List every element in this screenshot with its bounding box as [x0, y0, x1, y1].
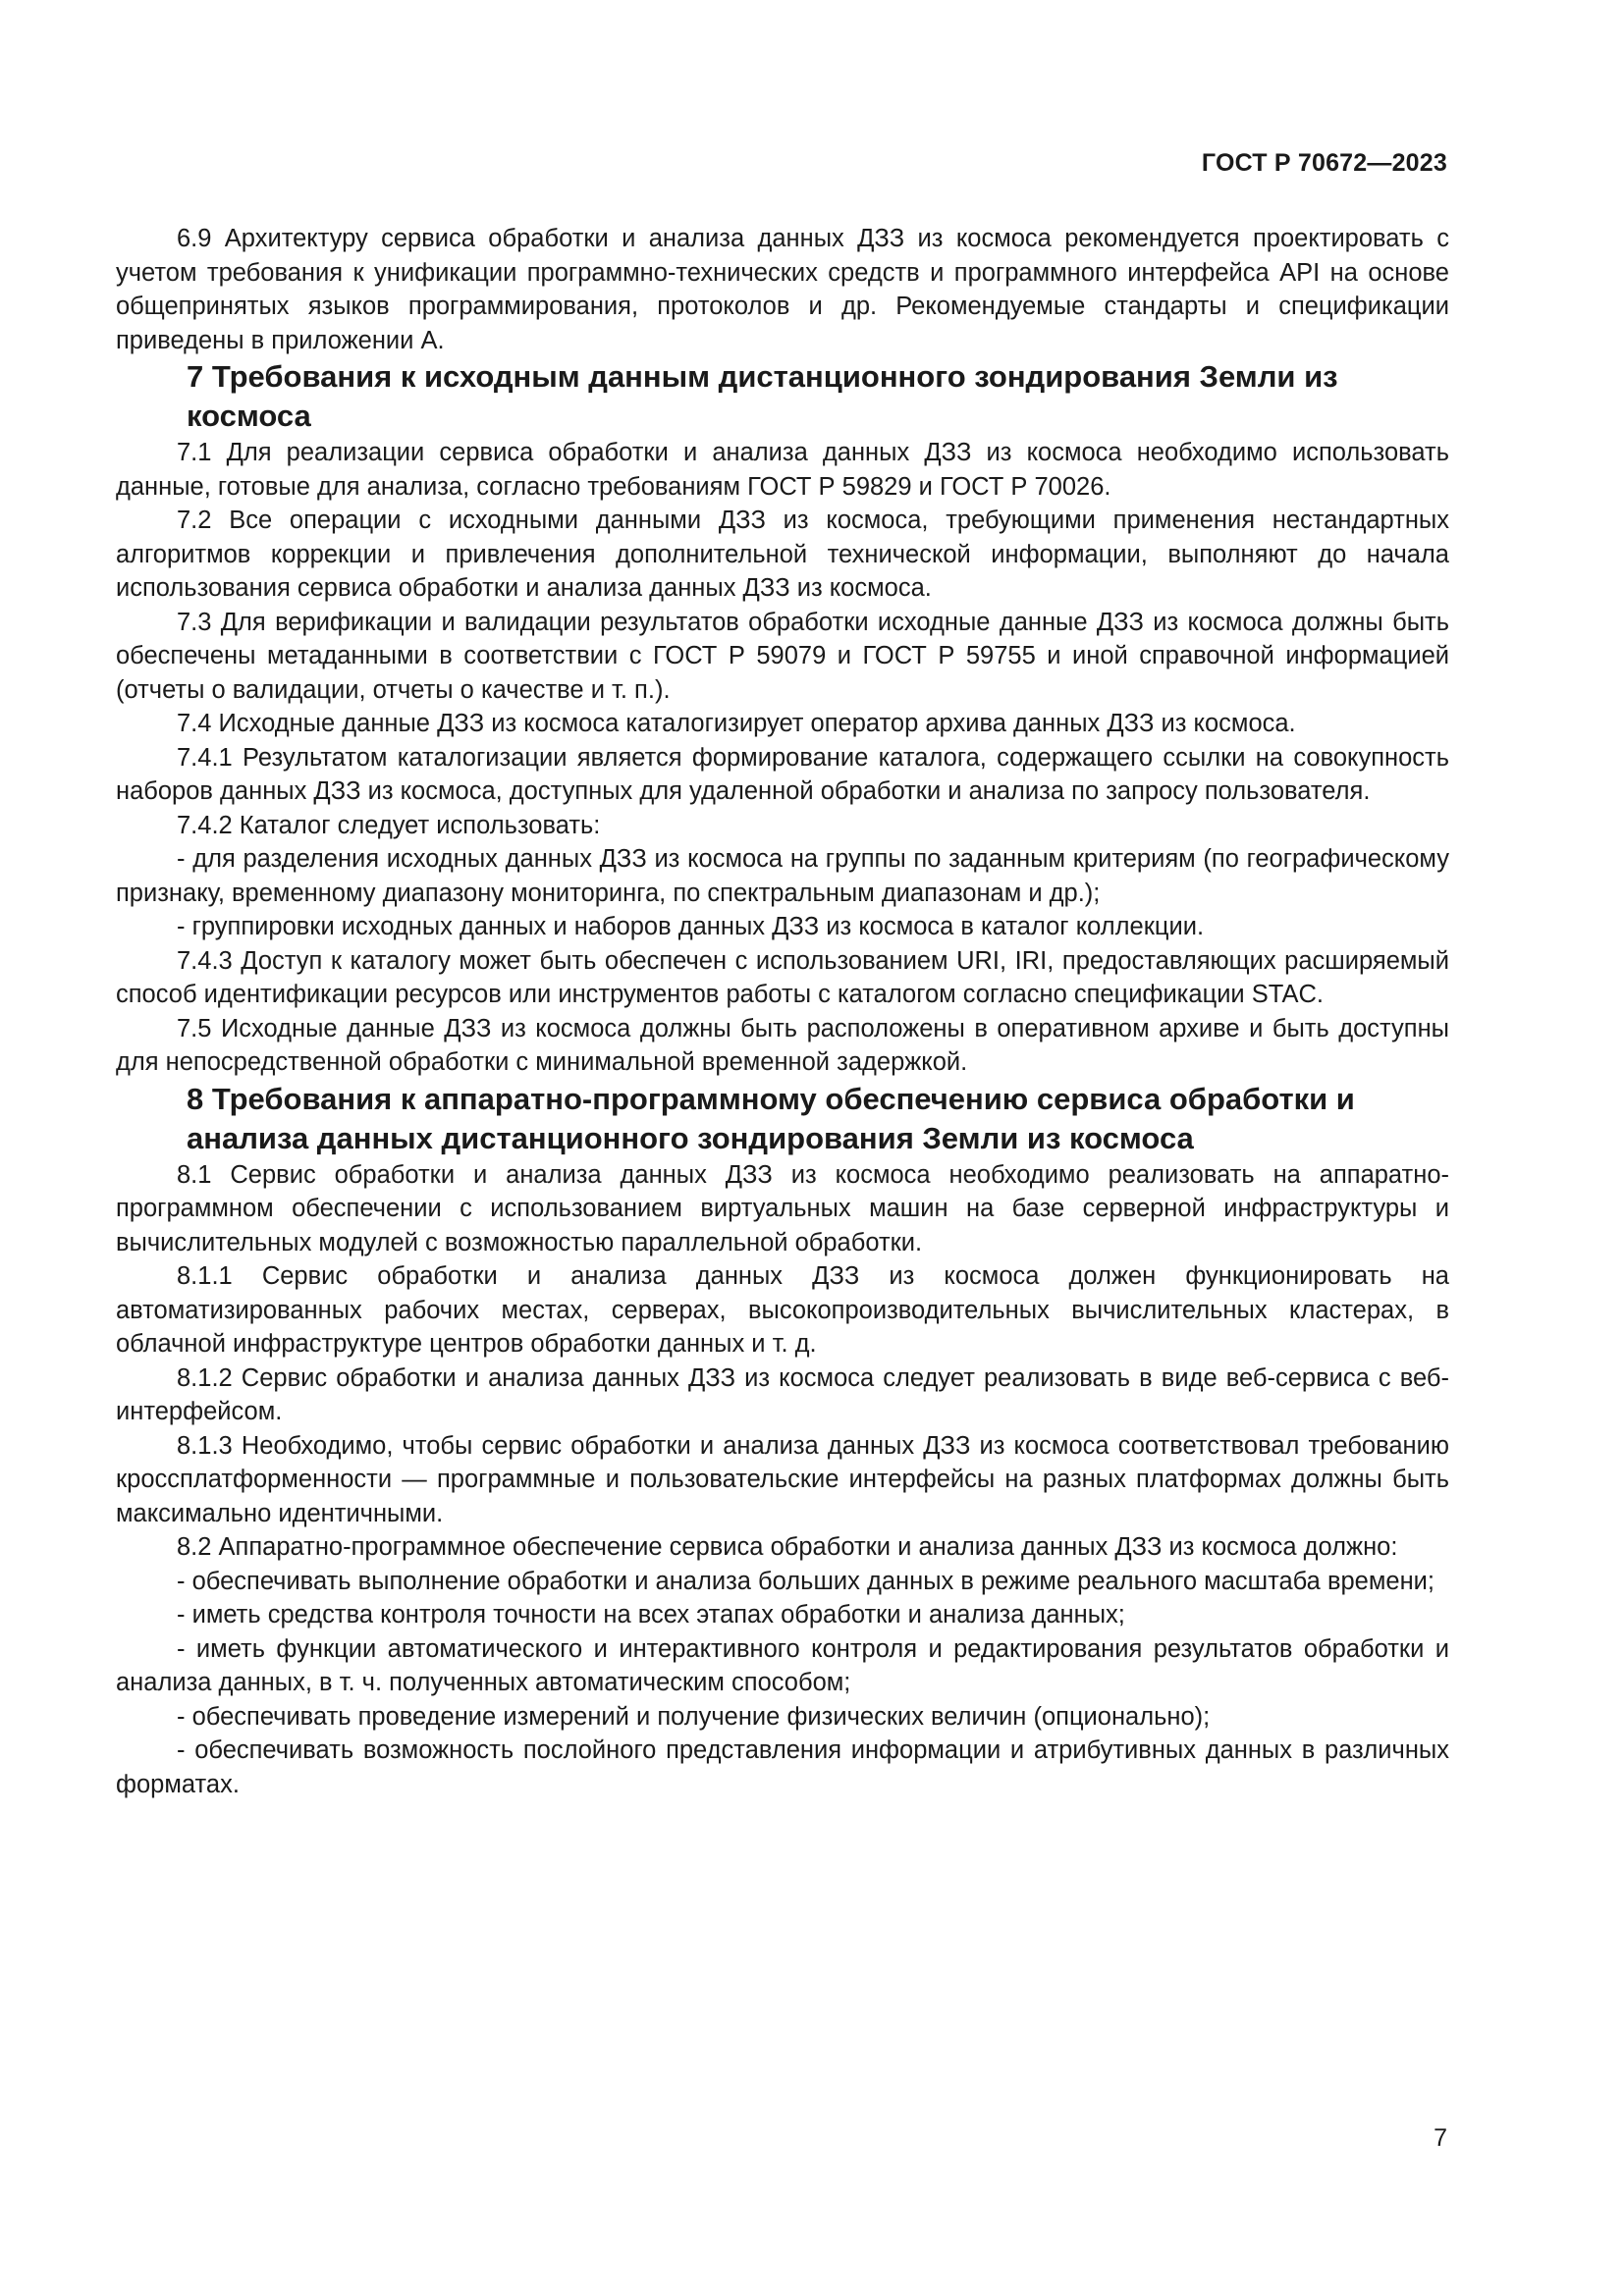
list-item: - обеспечивать проведение измерений и получение физических величин (опционально); [177, 1702, 1211, 1731]
list-item: - группировки исходных данных и наборов данных ДЗЗ из космоса в каталог коллекции. [177, 913, 1205, 940]
paragraph-7-4-2: 7.4.2 Каталог следует использовать: [177, 811, 601, 839]
paragraph-8-1-1: 8.1.1 Сервис обработки и анализа данных ДЗЗ из космоса должен функционировать на автоматизированных рабочих местах, серверах, высокопроизводительных вычислительных кластерах, в облачной инфраструктуре центров обработки данных и т. д. [116, 1262, 1449, 1358]
paragraph-7-1: 7.1 Для реализации сервиса обработки и анализа данных ДЗЗ из космоса необходимо использовать данные, готовые для анализа, согласно требованиям ГОСТ Р 59829 и ГОСТ Р 70026. [116, 439, 1449, 501]
page-number: 7 [1434, 2124, 1447, 2152]
list-item: - обеспечивать выполнение обработки и анализа больших данных в режиме реального масштаба времени; [177, 1567, 1435, 1595]
paragraph-7-5: 7.5 Исходные данные ДЗЗ из космоса должны быть расположены в оперативном архиве и быть доступны для непосредственной обработки с минимальной временной задержкой. [116, 1014, 1449, 1076]
paragraph-7-4: 7.4 Исходные данные ДЗЗ из космоса каталогизирует оператор архива данных ДЗЗ из космоса. [177, 710, 1296, 737]
paragraph-8-2: 8.2 Аппаратно-программное обеспечение сервиса обработки и анализа данных ДЗЗ из космоса должно: [177, 1533, 1398, 1561]
paragraph-7-3: 7.3 Для верификации и валидации результатов обработки исходные данные ДЗЗ из космоса должны быть обеспечены метаданными в соответствии с ГОСТ Р 59079 и ГОСТ Р 59755 и иной справочной информацией (отчеты о валидации, отчеты о качестве и т. п.). [116, 608, 1449, 704]
paragraph-8-1: 8.1 Сервис обработки и анализа данных ДЗЗ из космоса необходимо реализовать на аппаратно-программном обеспечении с использованием виртуальных машин на базе серверной инфраструктуры и вычислительных модулей с возможностью параллельной обработки. [116, 1160, 1449, 1256]
section-7-heading: 7 Требования к исходным данным дистанционного зондирования Земли из космоса [187, 359, 1338, 433]
paragraph-6-9: 6.9 Архитектуру сервиса обработки и анализа данных ДЗЗ из космоса рекомендуется проектировать с учетом требования к унификации программно-технических средств и программного интерфейса API на основе общепринятых языков программирования, протоколов и др. Рекомендуемые стандарты и спецификации приведены в приложении А. [116, 225, 1449, 354]
list-item: - для разделения исходных данных ДЗЗ из космоса на группы по заданным критериям (по географическому признаку, временному диапазону мониторинга, по спектральным диапазонам и др.); [116, 845, 1449, 907]
paragraph-8-1-2: 8.1.2 Сервис обработки и анализа данных ДЗЗ из космоса следует реализовать в виде веб-сервиса с веб-интерфейсом. [116, 1363, 1449, 1425]
paragraph-7-2: 7.2 Все операции с исходными данными ДЗЗ из космоса, требующими применения нестандартных алгоритмов коррекции и привлечения дополнительной технической информации, выполняют до начала использования сервиса обработки и анализа данных ДЗЗ из космоса. [116, 507, 1449, 602]
list-item: - иметь функции автоматического и интерактивного контроля и редактирования результатов обработки и анализа данных, в т. ч. полученных автоматическим способом; [116, 1634, 1449, 1696]
paragraph-7-4-1: 7.4.1 Результатом каталогизации является формирование каталога, содержащего ссылки на совокупность наборов данных ДЗЗ из космоса, доступных для удаленной обработки и анализа по запросу пользователя. [116, 743, 1449, 805]
list-item: - обеспечивать возможность послойного представления информации и атрибутивных данных в различных форматах. [116, 1736, 1449, 1798]
list-item: - иметь средства контроля точности на всех этапах обработки и анализа данных; [177, 1601, 1125, 1629]
section-8-heading: 8 Требования к аппаратно-программному обеспечению сервиса обработки и анализа данных дистанционного зондирования Земли из космоса [187, 1081, 1355, 1155]
page-body [116, 222, 1449, 1801]
paragraph-7-4-3: 7.4.3 Доступ к каталогу может быть обеспечен с использованием URI, IRI, предоставляющих расширяемый способ идентификации ресурсов или инструментов работы с каталогом согласно спецификации STAC. [116, 946, 1449, 1008]
paragraph-8-1-3: 8.1.3 Необходимо, чтобы сервис обработки и анализа данных ДЗЗ из космоса соответствовал требованию кроссплатформенности — программные и пользовательские интерфейсы на разных платформах должны быть максимально идентичными. [116, 1431, 1449, 1527]
document-id-header: ГОСТ Р 70672—2023 [1201, 149, 1447, 177]
